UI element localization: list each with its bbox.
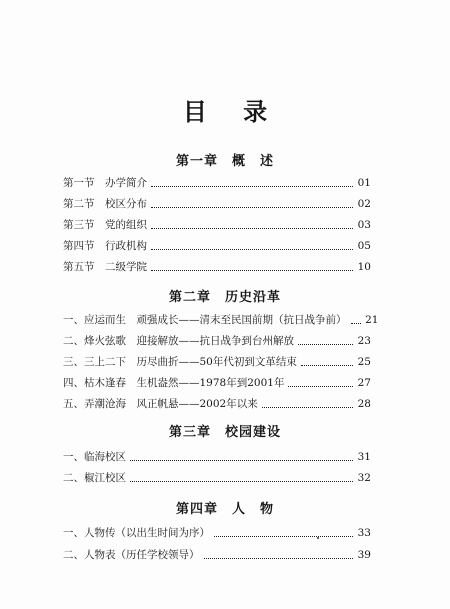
toc-entry[interactable] (63, 355, 371, 369)
toc-entry-text: 一、人物传（以出生时间为序） (63, 527, 210, 539)
toc-entry[interactable] (63, 239, 371, 253)
toc-entry[interactable] (63, 526, 371, 540)
toc-entry-page: 28 (357, 398, 371, 410)
toc-entry-page: 31 (357, 451, 371, 463)
toc-entry-page: 05 (357, 240, 371, 252)
toc-entry-text: 一、应运而生 顽强成长——清末至民国前期（抗日战争前） (63, 314, 347, 326)
toc-entry[interactable] (63, 218, 371, 232)
dot-leader (204, 557, 354, 559)
toc-entry-text: 一、临海校区 (63, 451, 126, 463)
dot-leader (351, 322, 361, 324)
toc-entry-text: 第五节 二级学院 (63, 261, 147, 273)
dot-leader (214, 535, 353, 537)
toc-entry-page: 01 (357, 177, 371, 189)
dot-leader (151, 248, 353, 250)
toc-entry-text: 四、枯木逢春 生机盎然——1978年到2001年 (63, 377, 285, 389)
toc-entry[interactable] (63, 548, 371, 562)
toc-entry[interactable] (63, 450, 371, 464)
toc-entry-text: 第二节 校区分布 (63, 198, 147, 210)
toc-entry-text: 二、人物表（历任学校领导） (63, 549, 200, 561)
dot-leader (298, 343, 353, 345)
chapter-2-heading: 第二章 历史沿革 (168, 290, 281, 305)
toc-entry-page: 39 (357, 549, 371, 561)
toc-entry-page: 03 (357, 219, 371, 231)
toc-entry[interactable] (63, 334, 371, 348)
chapter-4-heading: 第四章 人 物 (175, 502, 274, 517)
toc-entry[interactable] (63, 313, 379, 327)
toc-entry-page: 25 (357, 356, 371, 368)
toc-entry-text: 三、三上二下 历尽曲折——50年代初到文革结束 (63, 356, 297, 368)
toc-entry-page: 02 (357, 198, 371, 210)
toc-entry[interactable] (63, 376, 371, 390)
toc-entry-text: 第一节 办学简介 (63, 177, 147, 189)
toc-entry-page: 23 (357, 335, 371, 347)
toc-entry-text: 第四节 行政机构 (63, 240, 147, 252)
chapter-3-heading: 第三章 校园建设 (168, 425, 281, 440)
dot-leader (301, 364, 353, 366)
toc-entry-text: 第三节 党的组织 (63, 219, 147, 231)
toc-entry-page: 33 (357, 527, 371, 539)
toc-entry-page: 21 (365, 314, 379, 326)
dot-leader (151, 227, 353, 229)
toc-entry-page: 10 (357, 261, 371, 273)
scan-speck (317, 537, 319, 539)
dot-leader (288, 385, 353, 387)
dot-leader (130, 459, 353, 461)
toc-entry-page: 27 (357, 377, 371, 389)
toc-entry-text: 二、烽火弦歌 迎接解放——抗日战争到台州解放 (63, 335, 294, 347)
dot-leader (151, 269, 353, 271)
toc-entry-page: 32 (357, 472, 371, 484)
toc-entry-text: 二、椒江校区 (63, 472, 126, 484)
toc-entry[interactable] (63, 260, 371, 274)
toc-entry-text: 五、弄潮沧海 风正帆悬——2002年以来 (63, 398, 258, 410)
toc-entry[interactable] (63, 197, 371, 211)
dot-leader (262, 406, 353, 408)
toc-entry[interactable] (63, 176, 371, 190)
chapter-1-heading: 第一章 概 述 (175, 154, 274, 169)
page-title: 目 录 (182, 98, 282, 126)
dot-leader (130, 480, 353, 482)
toc-entry[interactable] (63, 471, 371, 485)
dot-leader (151, 206, 353, 208)
dot-leader (151, 185, 353, 187)
toc-entry[interactable] (63, 397, 371, 411)
